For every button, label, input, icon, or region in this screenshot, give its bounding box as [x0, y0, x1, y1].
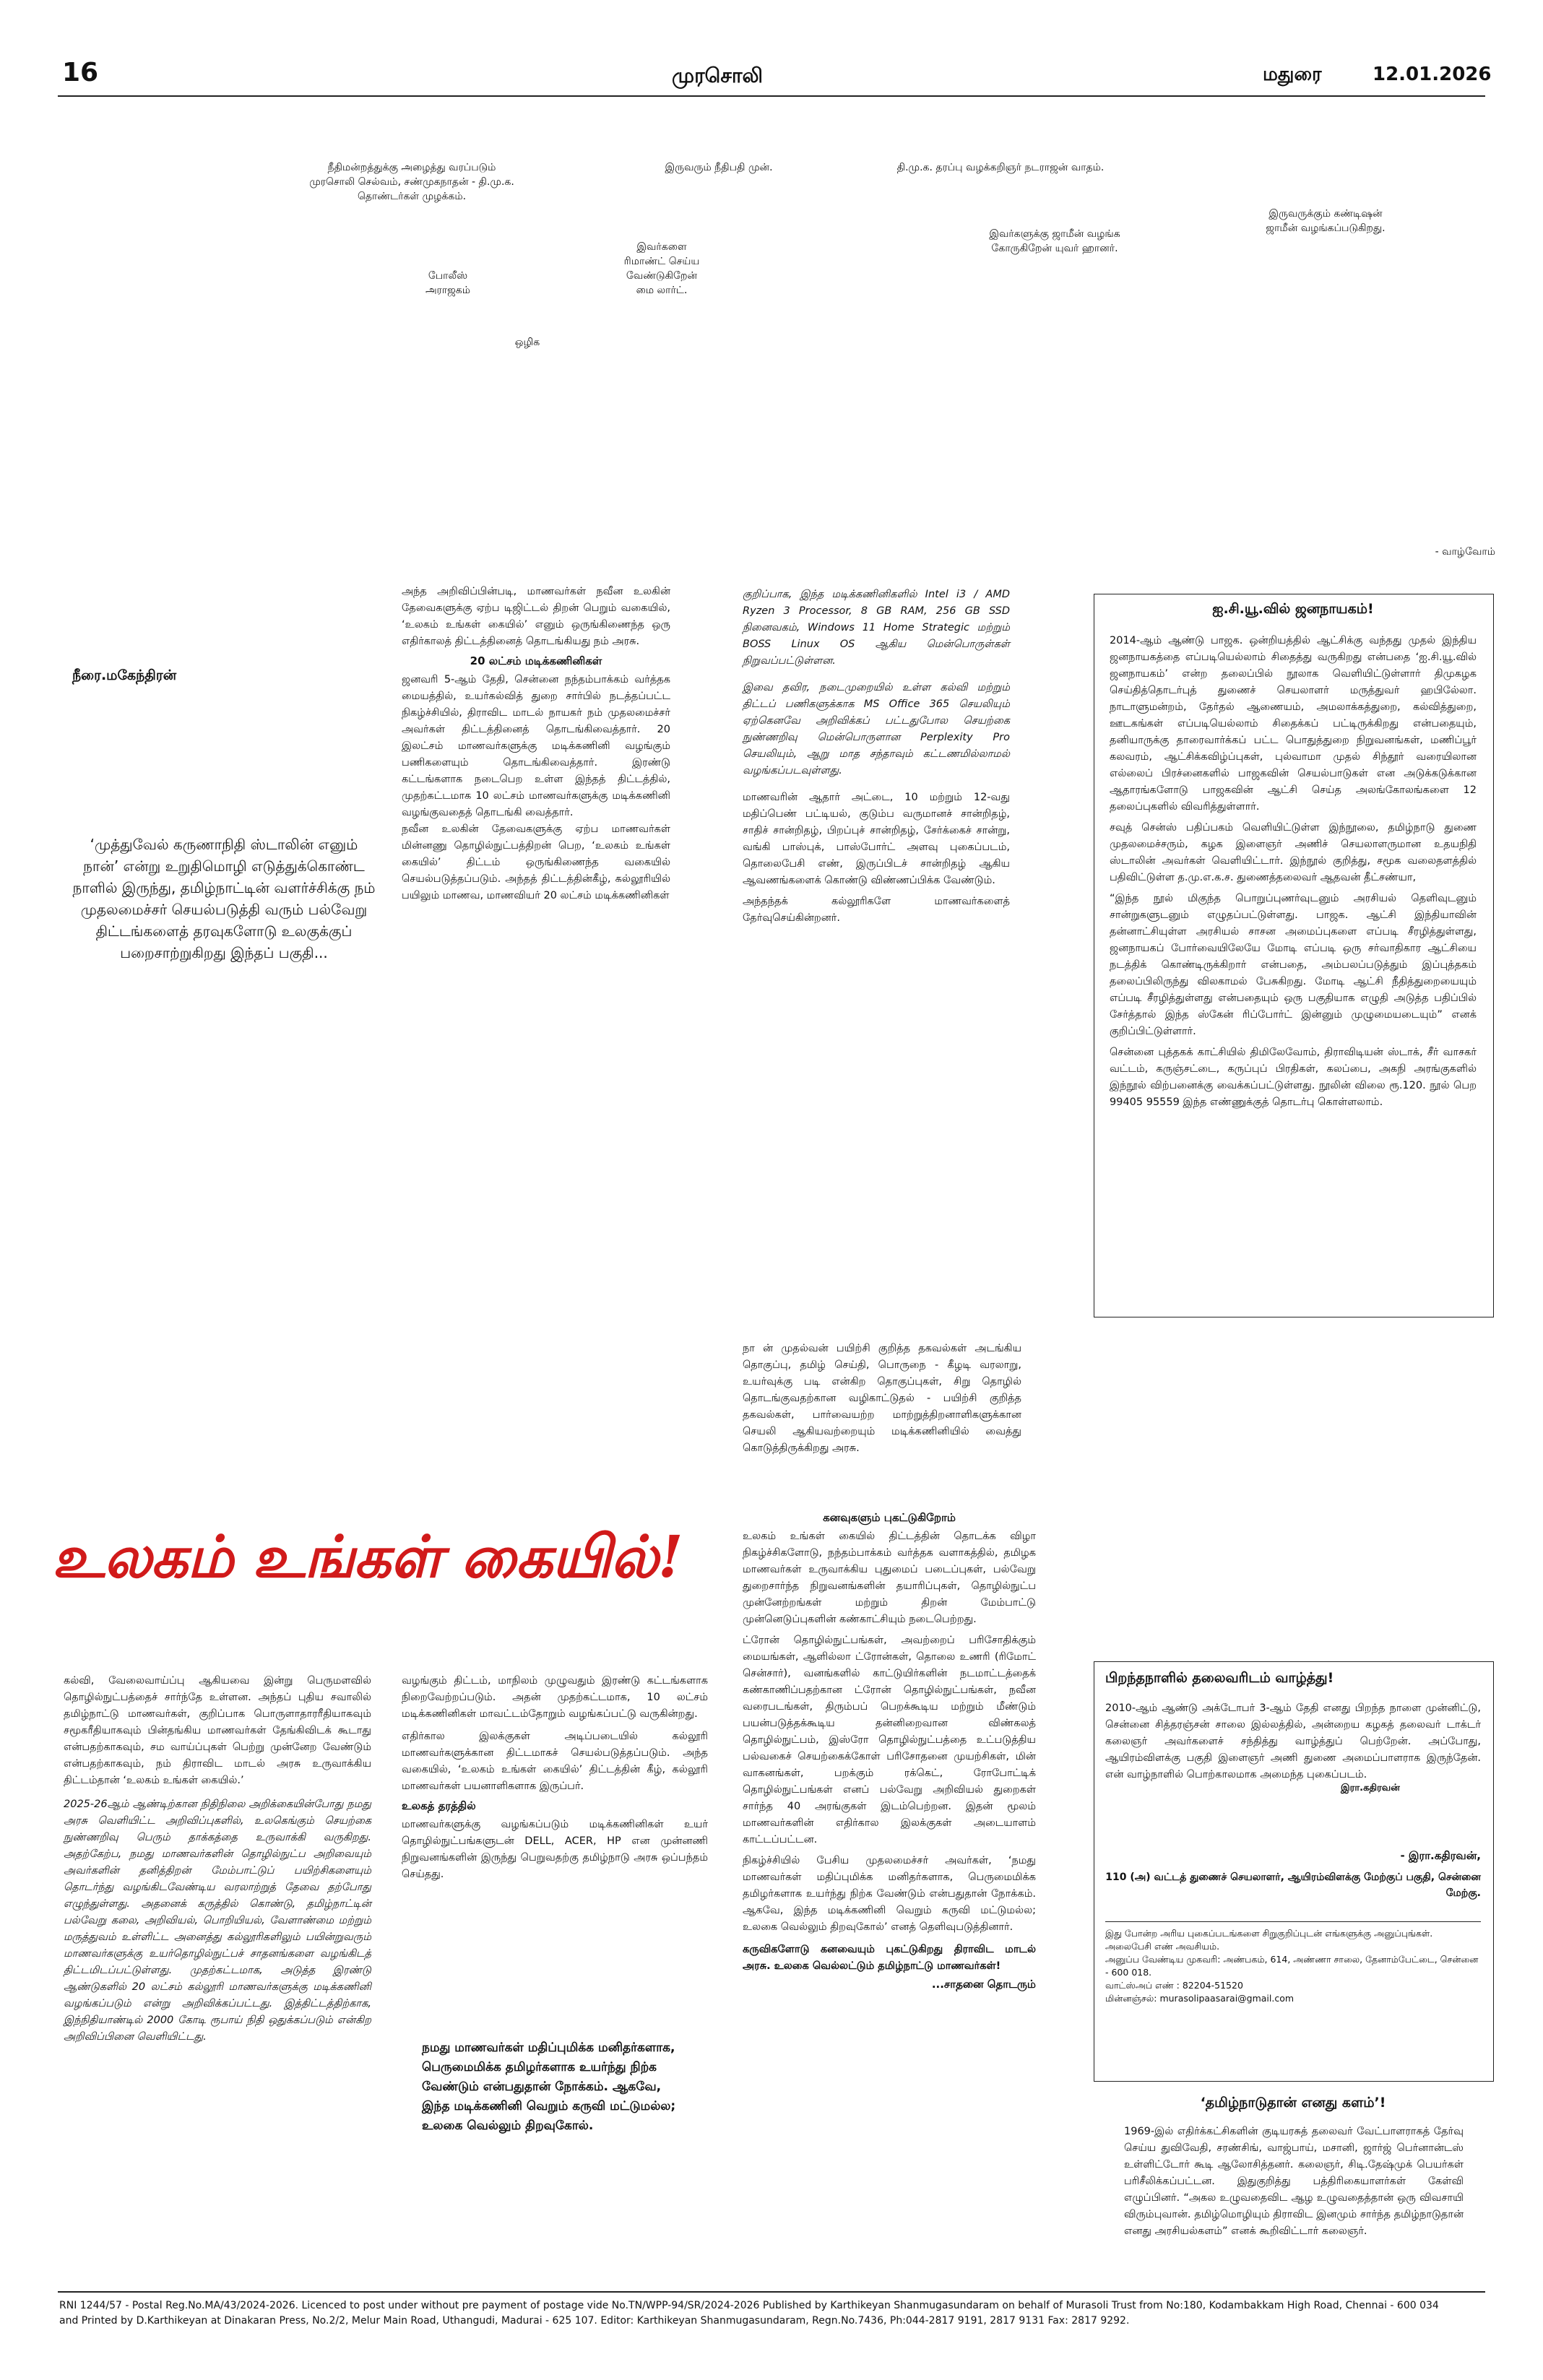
bottom-column-1	[64, 1673, 371, 2046]
paragraph: எதிர்கால இலக்குகள் அடிப்படையில் கல்லூரி மாணவர்களுக்கான திட்டமாகச் செயல்படுத்தப்படும். அந்த வகையில், ‘உலகம் உங்கள் கையில்’ திட்டத்தின் கீழ், கல்லூரி மாணவர்கள் பயனாளிகளாக இருப்பர்.	[402, 1731, 708, 1792]
paragraph: நிகழ்ச்சியில் பேசிய முதலமைச்சர் அவர்கள், ‘நமது மாணவர்கள் மதிப்புமிக்க மனிதர்களாக, பெருமைமிக்க தமிழர்களாக உயர்ந்து நிற்க வேண்டும் என்பதுதான் நோக்கம். ஆகவே, இந்த மடிக்கணினி வெறும் கருவி மட்டுமல்ல; உலகை வெல்லும் திறவுகோல்’ எனத் தெளிவுபடுத்தினார்.	[743, 1855, 1036, 1933]
subheading: கனவுகளும் புகட்டுகிறோம்	[823, 1511, 956, 1524]
paragraph: உலகம் உங்கள் கையில் திட்டத்தின் தொடக்க விழா நிகழ்ச்சிகளோடு, நந்தம்பாக்கம் வர்த்தக வளாகத்தில், தமிழக மாணவர்கள் உருவாக்கிய புதுமைப் படைப்புகள், பல்வேறு துறைசார்ந்த நிறுவனங்களின் தயாரிப்புகள், தொழில்நுட்ப முன்னேற்றங்கள் மற்றும் திறன் மேம்பாட்டு முன்னெடுப்புகளின் கண்காட்சியும் நடைபெற்றது.	[743, 1531, 1036, 1625]
subheading: 20 லட்சம் மடிக்கணினிகள்	[470, 654, 602, 667]
footer-line: and Printed by D.Karthikeyan at Dinakaran Press, No.2/2, Melur Main Road, Uthangudi, Madurai - 625 107. Editor: Karthikeyan Shanmugasundaram, Regn.No.7436, Ph:044-2817 9191, 2817 9131 Fax: 2817 9292.	[59, 2315, 1130, 2327]
footer	[59, 2298, 1487, 2329]
footer-rule	[58, 2291, 1485, 2293]
sidebar-title: ‘தமிழ்நாடுதான் எனது களம்’!	[1200, 2095, 1386, 2111]
paragraph: 1969-இல் எதிர்க்கட்சிகளின் குடியரசுத் தலைவர் வேட்பாளராகத் தேர்வு செய்ய துவிவேதி, சரண்சிங், வாஜ்பாய், மசானி, ஜார்ஜ் பெர்னான்டஸ் உள்ளிட்டோர் கூடி ஆலோசித்தனர். கலைஞர், சிடி.தேஷ்முக் பெயர்கள் பரிசீலிக்கப்பட்டன. இதுகுறித்து பத்திரிகையாளர்கள் கேள்வி எழுப்பினர். “அகல உழுவதைவிட ஆழ உழுவதைத்தான் ஒரு விவசாயி விரும்புவான். தமிழ்மொழியும் திராவிட இனமும் சார்ந்த தமிழ்நாடுதான் எனது அரசியல்களம்” எனக் கூறிவிட்டார் கலைஞர்.	[1124, 2126, 1464, 2237]
whatsapp-text: வாட்ஸ்அப் எண் : 82204-51520	[1105, 1980, 1243, 1991]
sign-role: 110 (அ) வட்டத் துணைச் செயலாளர், ஆயிரம்விளக்கு மேற்குப் பகுதி, சென்னை மேற்கு.	[1105, 1871, 1481, 1899]
paragraph: ட்ரோன் தொழில்நுட்பங்கள், அவற்றைப் பரிசோதிக்கும் மையங்கள், ஆளில்லா ட்ரோன்கள், தொலை உணரி (ரிமோட் சென்சார்), வனங்களில் காட்டுயிர்களின் நடமாட்டத்தைக் கண்காணிப்பதற்கான ட்ரோன் தொழில்நுட்பங்கள், நவீன வரைபடங்கள், திரும்பப் பெறக்கூடிய மற்றும் மீண்டும் பயன்படுத்தக்கூடிய தன்னிறைவான விண்கலத் தொழில்நுட்பம், இஸ்ரோ தொழில்நுட்பத்தை உட்படுத்திய பல்வகைச் செயற்கைக்கோள் பரிசோதனை முயற்சிகள், மின் வாகனங்கள், பறக்கும் ரக்கெட், ரோபோட்டிக் தொழில்நுட்பங்கள் எனப் பல்வேறு அறிவியல் துறைகள் சார்ந்த 40 அரங்குகள் இடம்பெற்றன. இதன் மூலம் மாணவர்களின் எதிர்கால இலக்குகள் அடையாளம் காட்டப்பட்டன.	[743, 1635, 1036, 1845]
paragraph: மாணவரின் ஆதார் அட்டை, 10 மற்றும் 12-வது மதிப்பெண் பட்டியல், குடும்ப வருமானச் சான்றிதழ், சாதிச் சான்றிதழ், பிறப்புச் சான்றிதழ், சேர்க்கைச் சான்று, வங்கி பாஸ்புக், பாஸ்போர்ட் அளவு புகைப்படம், தொலைபேசி எண், இருப்பிடச் சான்றிதழ் ஆகிய ஆவணங்களைக் கொண்டு விண்ணப்பிக்க வேண்டும்.	[743, 792, 1010, 886]
city: மதுரை	[1263, 64, 1322, 85]
photo-caption-6: இவர்களை ரிமாண்ட் செய்ய வேண்டுகிறேன் மை லார்ட்.	[623, 241, 700, 296]
paragraph: நவீன உலகின் தேவைகளுக்கு ஏற்ப மாணவர்கள் மின்னணு தொழில்நுட்பத்திறன் பெற, ‘உலகம் உங்கள் கையில்’ திட்டம் ஒருங்கிணைந்த வகையில் செயல்படுத்தப்படும். அந்தத் திட்டத்தின்கீழ், கல்லூரியில் பயிலும் மாணவ, மாணவியர் 20 லட்சம் மடிக்கணினிகள்	[402, 823, 670, 901]
bottom-column-2	[402, 1673, 708, 1883]
top-column-2	[402, 584, 670, 904]
paragraph: “இந்த நூல் மிகுந்த பொறுப்புணர்வுடனும் அரசியல் தெளிவுடனும் சான்றுகளுடனும் எழுதப்பட்டுள்ளது. பாஜக. ஆட்சி இந்தியாவின் தன்னாட்சியுள்ள அரசியல் சாசன அமைப்புகளை எப்படி சீரழித்துள்ளது, ஜனநாயகப் போர்வையிலேயே மோடி எப்படி ஒரு சர்வாதிகார ஆட்சியை நடத்திக் கொண்டிருக்கிறார் என்பதை, அம்பலப்படுத்தும் இப்புத்தகம் தலைப்பிலிருந்து விலகாமல் பேசுகிறது. மோடி ஆட்சி நீதித்துறையையும் எப்படி சீரழித்துள்ளது என்பதையும் ஒரு பகுதியாக எழுதி அடுத்த பதிப்பில் சேர்த்தால் இந்த ஸ்கேன் ரிப்போர்ட் இன்னும் முழுமையடையும்” எனக் குறிப்பிட்டுள்ளார்.	[1110, 893, 1477, 1037]
paragraph: ஜனவரி 5-ஆம் தேதி, சென்னை நந்தம்பாக்கம் வர்த்தக மையத்தில், உயர்கல்வித் துறை சார்பில் நடத்தப்பட்ட நிகழ்ச்சியில், திராவிட மாடல் நாயகர் நம் முதலமைச்சர் அவர்கள் திட்டத்தினைத் தொடங்கிவைத்தார். 20 இலட்சம் மாணவர்களுக்கு மடிக்கணினி வழங்கும் பணிகளையும் தொடங்கிவைத்தார். இரண்டு கட்டங்களாக நடைபெற உள்ள இந்தத் திட்டத்தில், முதற்கட்டமாக 10 லட்சம் மாணவர்களுக்கு மடிக்கணினி வழங்குவதைத் தொடங்கி வைத்தார்.	[402, 674, 670, 818]
page-number: 16	[62, 58, 99, 87]
pull-quote: ‘முத்துவேல் கருணாநிதி ஸ்டாலின் எனும் நான்’ என்று உறுதிமொழி எடுத்துக்கொண்ட நாளில் இருந்து, தமிழ்நாட்டின் வளர்ச்சிக்கு நம் முதலமைச்சர் செயல்படுத்தி வரும் பல்வேறு திட்டங்களைத் தரவுகளோடு உலகுக்குப் பறைசாற்றுகிறது இந்தப் பகுதி...	[72, 836, 376, 961]
photo-caption-5: இவர்களுக்கு ஜாமீன் வழங்க கோருகிறேன் யுவர் ஹானர்.	[989, 228, 1120, 254]
photo-caption-2: இருவரும் நீதிபதி முன்.	[665, 162, 773, 173]
photo-caption-7: போலீஸ் அராஜகம்	[425, 270, 470, 296]
paragraph: மாணவர்களுக்கு வழங்கப்படும் மடிக்கணினிகள் உயர் தொழில்நுட்பங்களுடன் DELL, ACER, HP என முன்னணி நிறுவனங்களின் இருந்து பெறுவதற்கு தமிழ்நாடு அரசு ஒப்பந்தம் செய்தது.	[402, 1819, 708, 1880]
bottom-column-3	[743, 1507, 1036, 1992]
byline: நீரை.மகேந்திரன்	[72, 667, 177, 683]
photo-caption: இரா.கதிரவன்	[1341, 1783, 1400, 1793]
paragraph: சவுத் சென்ஸ் பதிப்பகம் வெளியிட்டுள்ள இந்நூலை, தமிழ்நாடு துணை முதலமைச்சரும், கழக இளைஞர் அணிச் செயலாளருமான உதயநிதி ஸ்டாலின் அவர்கள் வெளியிட்டார். இந்நூல் குறித்து, சமூக வலைதளத்தில் பதிவிட்டுள்ள த.மு.எ.க.ச. துணைத்தலைவர் ஆதவன் தீட்சண்யா,	[1110, 822, 1477, 883]
paragraph: அந்தந்தக் கல்லூரிகளே மாணவர்களைத் தேர்வுசெய்கின்றனர்.	[743, 896, 1010, 924]
paragraph: 2010-ஆம் ஆண்டு அக்டோபர் 3-ஆம் தேதி எனது பிறந்த நாளை முன்னிட்டு, சென்னை சித்தரஞ்சன் சாலை இல்லத்தில், அன்றைய கழகத் தலைவர் டாக்டர் கலைஞர் அவர்களைச் சந்தித்து வாழ்த்துப் பெற்றேன். அப்போது, ஆயிரம்விளக்கு பகுதி இளைஞர் அணி துணை அமைப்பாளராக இருந்தேன். என் வாழ்நாளில் பொற்காலமாக அமைந்த புகைப்படம்.	[1105, 1702, 1481, 1780]
divider	[1105, 1921, 1481, 1922]
header-rule	[58, 95, 1485, 97]
paragraph: குறிப்பாக, இந்த மடிக்கணினிகளில் Intel i3 / AMD Ryzen 3 Processor, 8 GB RAM, 256 GB SSD நினைவகம், Windows 11 Home Strategic மற்றும் BOSS Linux OS ஆகிய மென்பொருள்கள் நிறுவப்பட்டுள்ளன.	[743, 589, 1010, 667]
photo-caption-9: - வாழ்வோம்	[1435, 546, 1495, 558]
photo-caption-8: ஒழிக	[514, 337, 540, 348]
sidebar-body	[1110, 633, 1477, 1111]
top-column-3	[743, 587, 1010, 927]
subheading: உலகத் தரத்தில்	[402, 1799, 476, 1812]
submission-info	[1105, 1927, 1481, 2005]
headline: உலகம் உங்கள் கையில்!	[52, 1523, 683, 1591]
paragraph: வழங்கும் திட்டம், மாநிலம் முழுவதும் இரண்டு கட்டங்களாக நிறைவேற்றப்படும். அதன் முதற்கட்டமாக, 10 லட்சம் மடிக்கணினிகள் மாவட்டம்தோறும் வழங்கப்பட்டு வருகின்றது.	[402, 1675, 708, 1720]
photo-caption-3: தி.மு.க. தரப்பு வழக்கறிஞர் நடராஜன் வாதம்.	[896, 162, 1105, 173]
date: 12.01.2026	[1373, 64, 1492, 85]
paragraph: நா ன் முதல்வன் பயிற்சி குறித்த தகவல்கள் அடங்கிய தொகுப்பு, தமிழ் செய்தி, பொருநை - கீழடி வரலாறு, உயர்வுக்கு படி என்கிற தொகுப்புகள், சிறு தொழில் தொடங்குவதற்கான வழிகாட்டுதல் - பயிற்சி குறித்த தகவல்கள், பார்வையற்ற மாற்றுத்திறனாளிகளுக்கான செயலி ஆகியவற்றையும் மடிக்கணினியில் வைத்து கொடுத்திருக்கிறது அரசு.	[743, 1343, 1021, 1454]
bottom-pull-quote: நமது மாணவர்கள் மதிப்புமிக்க மனிதர்களாக, பெருமைமிக்க தமிழர்களாக உயர்ந்து நிற்க வேண்டும் என்பதுதான் நோக்கம். ஆகவே, இந்த மடிக்கணினி வெறும் கருவி மட்டுமல்ல; உலகை வெல்லும் திறவுகோல்.	[422, 2041, 676, 2133]
paragraph: அந்த அறிவிப்பின்படி, மாணவர்கள் நவீன உலகின் தேவைகளுக்கு ஏற்ப டிஜிட்டல் திறன் பெறும் வகையில், ‘உலகம் உங்கள் கையில்’ எனும் ஒருங்கிணைந்த ஒரு எதிர்காலத் திட்டத்தினைத் தொடங்கியது நம் அரசு.	[402, 586, 670, 647]
paragraph: 2014-ஆம் ஆண்டு பாஜக. ஒன்றியத்தில் ஆட்சிக்கு வந்தது முதல் இந்திய ஜனநாயகத்தை எப்படியெல்லாம் சிதைத்து வருகிறது என்பதை ‘ஐ.சி.யூ.வில் ஜனநாயகம்’ என்ற தலைப்பில் நூலாக வெளியிட்டுள்ளார் திமுகழக செய்தித்தொடர்புத் துணைச் செயலாளர் மருத்துவர் ஹபிலே்லா. நாடாளுமன்றம், தேர்தல் ஆணையம், அமலாக்கத்துறை, கல்வித்துறை, ஊடகங்கள் எப்படியெல்லாம் சிதைக்கப் பட்டிருக்கிறது என்பதையும், தனியாருக்கு தாரைவார்க்கப் பட்ட பொதுத்துறை நிறுவனங்கள், மணிப்பூர் கலவரம், ஆட்சிக்கவிழ்ப்புகள், புல்வாமா முதல் சிந்தூர் வரையிலான எல்லைப் பிரச்னைகளில் பாஜகவின் செயல்பாடுகள் என அடுக்கடுக்கான ஆதாரங்களோடு பாஜகவின் ஆட்சி செய்த அலங்கோலங்களை 12 தலைப்புகளில் விவரித்துள்ளார்.	[1110, 635, 1477, 813]
sign-name: - இரா.கதிரவன்,	[1400, 1849, 1481, 1862]
paragraph: இவை தவிர, நடைமுறையில் உள்ள கல்வி மற்றும் திட்டப் பணிகளுக்காக MS Office 365 செயலியும் ஏற்கெனவே அறிவிக்கப் பட்டதுபோல செயற்கை நுண்ணறிவு மென்பொருளான Perplexity Pro செயலியும், ஆறு மாத சந்தாவும் கட்டணமில்லாமல் வழங்கப்படவுள்ளது.	[743, 682, 1010, 776]
paragraph: 2025-26ஆம் ஆண்டிற்கான நிதிநிலை அறிக்கையின்போது நமது அரசு வெளியிட்ட அறிவிப்புகளில், உலகெங்கும் செயற்கை நுண்ணறிவு பெரும் தாக்கத்தை உருவாக்கி வருகிறது. அதற்கேற்ப, நமது மாணவர்களின் தொழில்நுட்ப அறிவையும் அவர்களின் தனித்திறன் மேம்பாட்டுப் பயிற்சிகளையும் தொடர்ந்து வழங்கிடவேண்டிய வரலாற்றுத் தேவை தற்போது எழுந்துள்ளது. அதனைக் கருத்தில் கொண்டு, தமிழ்நாட்டின் பல்வேறு கலை, அறிவியல், பொறியியல், வேளாண்மை மற்றும் மருத்துவம் உள்ளிட்ட அனைத்து கல்லூரிகளிலும் பயின்றுவரும் மாணவர்களுக்கு உயர்தொழில்நுட்பச் சாதனங்களை வழங்கிடத் திட்டமிடப்பட்டுள்ளது. முதற்கட்டமாக, அடுத்த இரண்டு ஆண்டுகளில் 20 லட்சம் கல்லூரி மாணவர்களுக்கு மடிக்கணினி வழங்கப்படும் என்று அறிவிக்கப்பட்டது. இத்திட்டத்திற்காக, இந்நிதியாண்டில் 2000 கோடி ரூபாய் நிதி ஒதுக்கப்படும் என்கிற அறிவிப்பினை வெளியிட்டது.	[64, 1799, 371, 2043]
photo-caption-1: நீதிமன்றத்துக்கு அழைத்து வரப்படும் முரசொலி செல்வம், சண்முகநாதன் - தி.மு.க. தொண்டர்கள் முழக்கம்.	[309, 162, 514, 202]
sidebar-body	[1105, 1700, 1481, 1783]
sidebar-body	[1124, 2124, 1464, 2240]
closing-line: கருவிகளோடு கனவையும் புகட்டுகிறது திராவிட மாடல் அரசு. உலகை வெல்லட்டும் தமிழ்நாட்டு மாணவர்கள்!	[743, 1944, 1036, 1972]
email-text: மின்னஞ்சல்: murasolipaasarai@gmail.com	[1105, 1993, 1295, 2004]
paragraph: கல்வி, வேலைவாய்ப்பு ஆகியவை இன்று பெருமளவில் தொழில்நுட்பத்தைச் சார்ந்தே உள்ளன. அந்தப் புதிய சவாலில் தமிழ்நாட்டு மாணவர்கள், குறிப்பாக பொருளாதாரரீதியாகவும் சமூகரீதியாகவும் பின்தங்கிய மாணவர்கள் தேங்கிவிடக் கூடாது என்பதற்காகவும், சம வாய்ப்புகள் பெற்று முன்னேற வேண்டும் என்பதற்காகவும், நம் திராவிட மாடல் அரசு உருவாக்கிய திட்டம்தான் ‘உலகம் உங்கள் கையில்.’	[64, 1675, 371, 1786]
invite-text: இது போன்ற அரிய புகைப்படங்களை சிறுகுறிப்புடன் எங்களுக்கு அனுப்புங்கள். அலைபேசி எண் அவசியம்.	[1105, 1928, 1433, 1952]
paper-name: முரசொலி	[672, 64, 763, 87]
footer-line: RNI 1244/57 - Postal Reg.No.MA/43/2024-2026. Licenced to post under without pre payment of postage vide No.TN/WPP-94/SR/2024-2026 Published by Karthikeyan Shanmugasundaram on behalf of Murasoli Trust from No:180, Kodambakkam High Road, Chennai - 600 034	[59, 2300, 1439, 2311]
sidebar-title: ஐ.சி.யூ.வில் ஜனநாயகம்!	[1212, 601, 1374, 617]
paragraph: சென்னை புத்தகக் காட்சியில் திமிலேவோம், திராவிடியன் ஸ்டாக், சீர் வாசகர் வட்டம், கருஞ்சட்டை, கருப்புப் பிரதிகள், கலப்பை, அகநி அரங்குகளில் இந்நூல் விற்பனைக்கு வைக்கப்பட்டுள்ளது. நூலின் விலை ரூ.120. நூல் பெற 99405 95559 இந்த எண்ணுக்குத் தொடர்பு கொள்ளலாம்.	[1110, 1047, 1477, 1108]
photo-caption-4: இருவருக்கும் கண்டிஷன் ஜாமீன் வழங்கப்படுகிறது.	[1266, 208, 1386, 234]
intro-box	[743, 1341, 1021, 1457]
continued-label: ...சாதனை தொடரும்	[931, 1978, 1036, 1991]
address-text: அனுப்ப வேண்டிய முகவரி: அண்பகம், 614, அண்ணா சாலை, தேனாம்பேட்டை, சென்னை - 600 018.	[1105, 1954, 1479, 1978]
sidebar-title: பிறந்தநாளில் தலைவரிடம் வாழ்த்து!	[1105, 1670, 1334, 1686]
